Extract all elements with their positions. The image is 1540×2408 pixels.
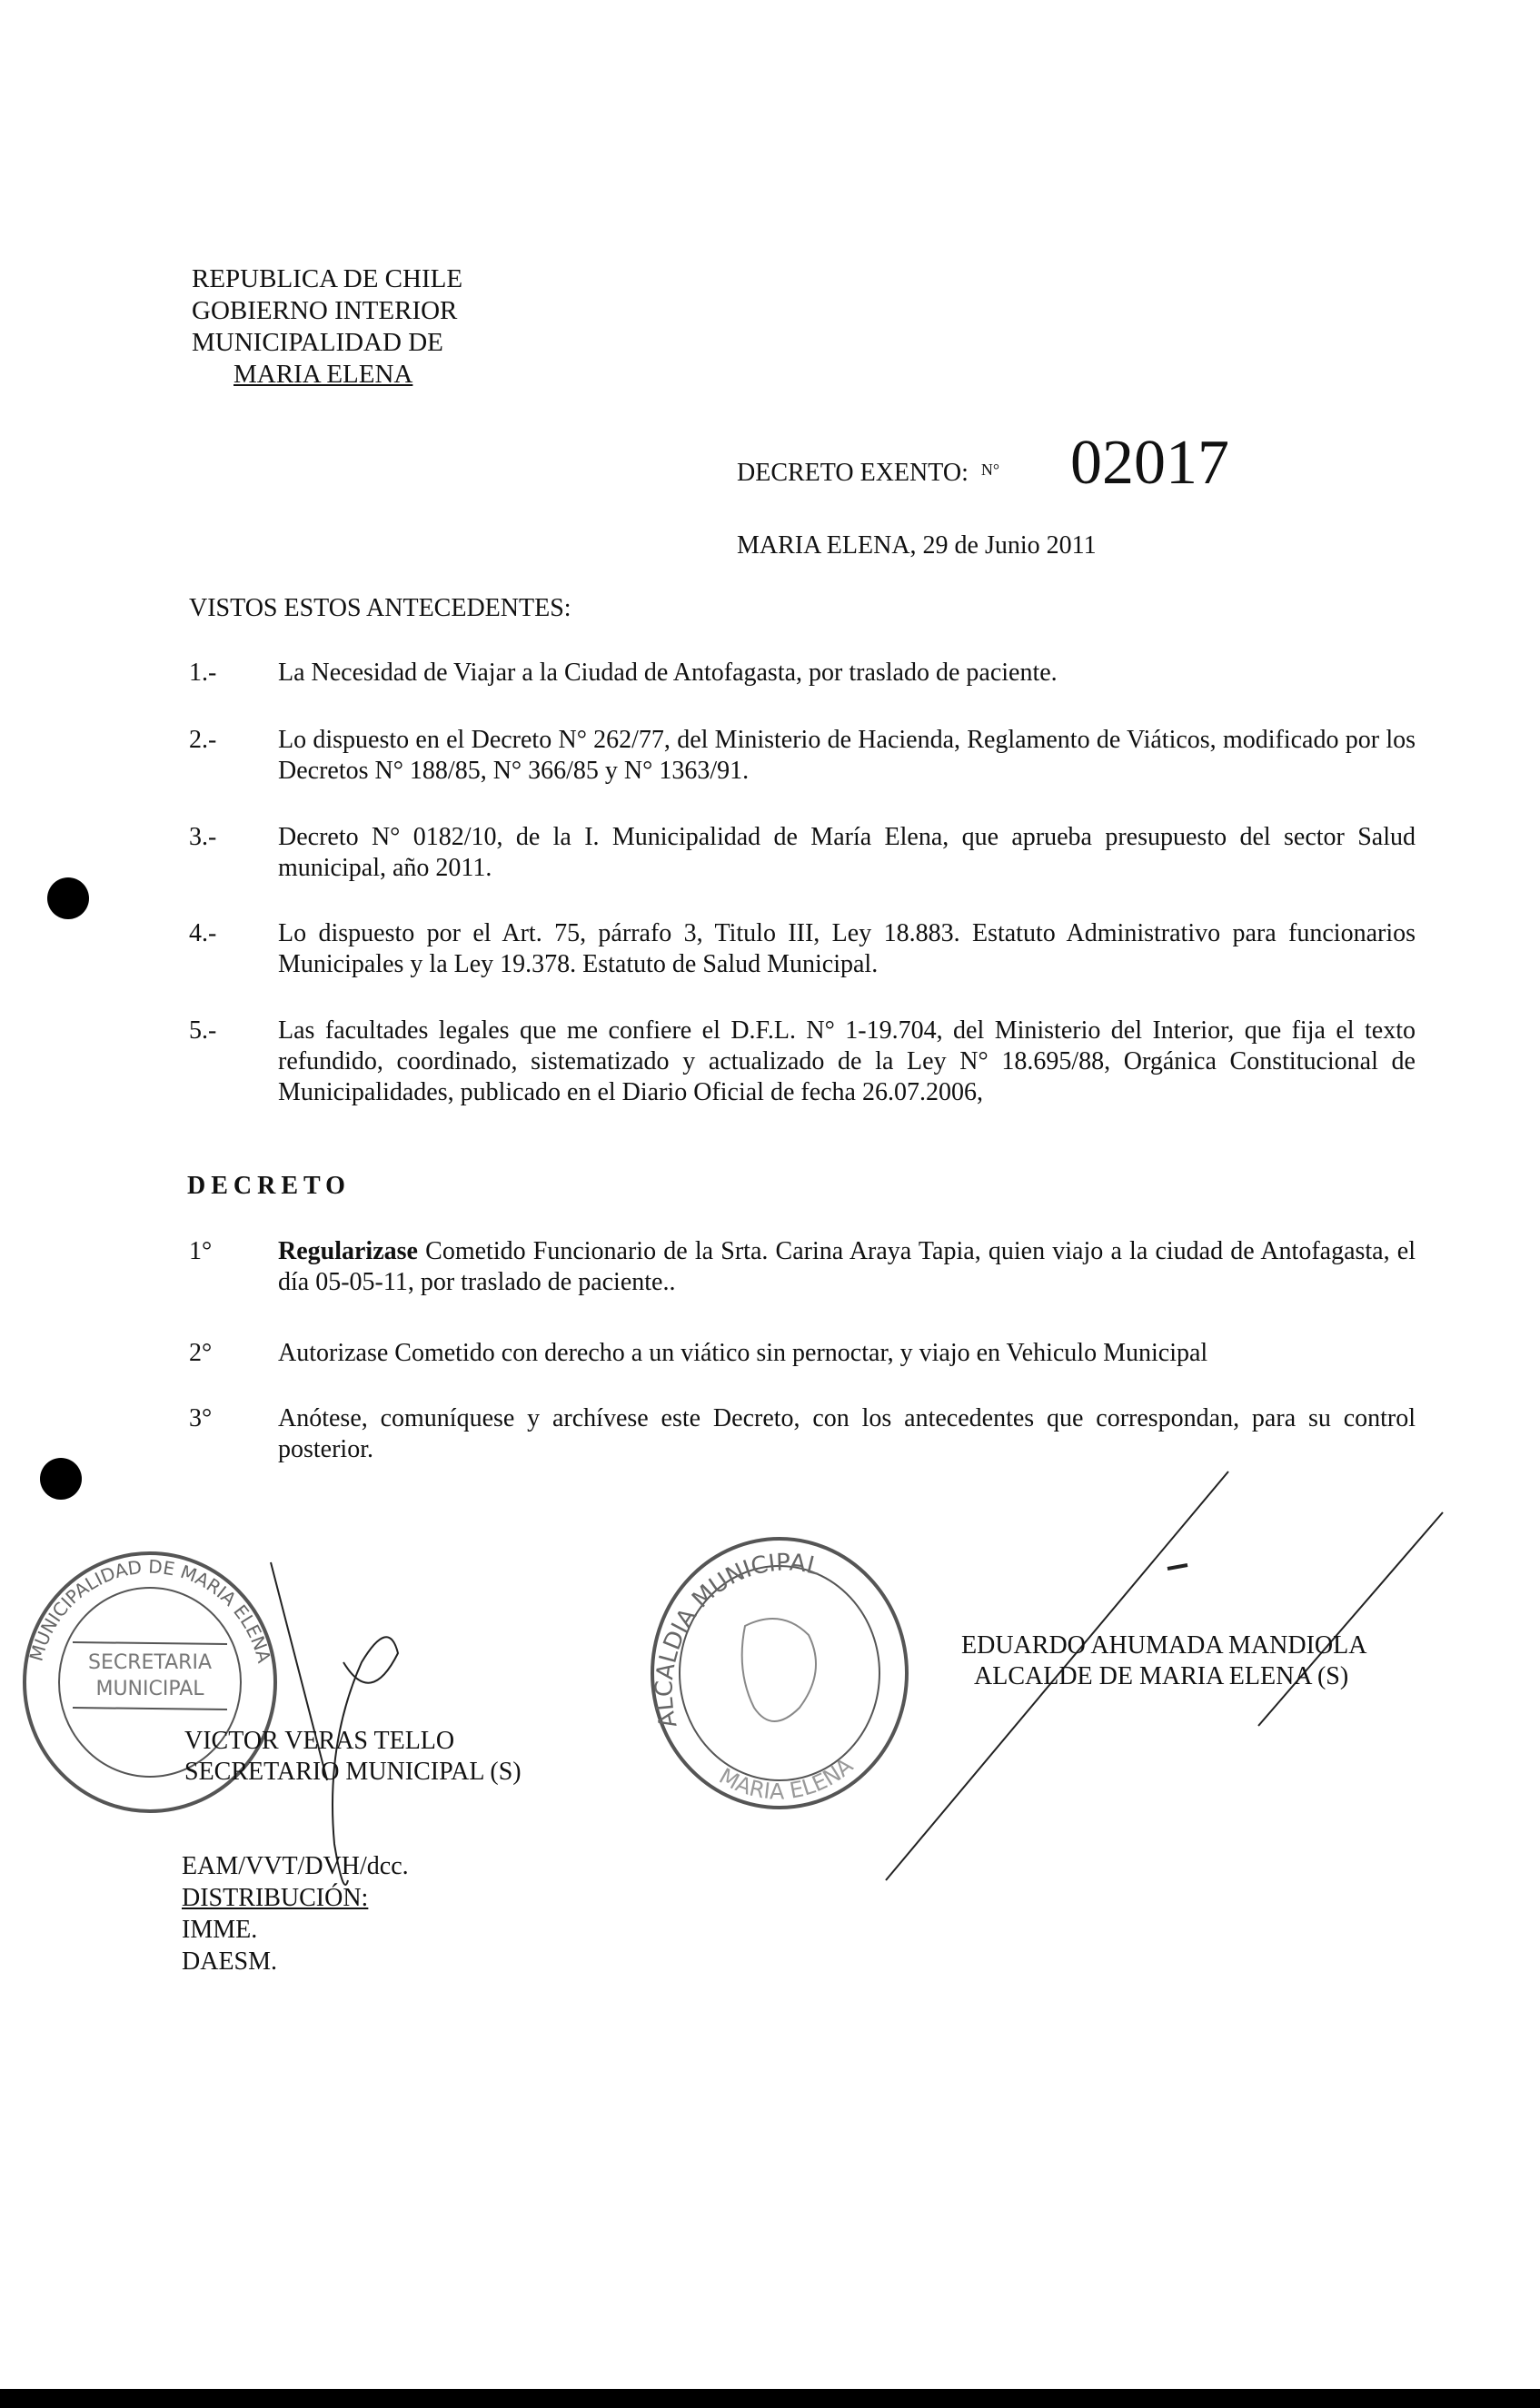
item-number: 5.- (189, 1016, 217, 1045)
recipient: DAESM. (182, 1947, 278, 1976)
svg-text:ALCALDIA MUNICIPAL (651, 1549, 824, 1730)
stamp-ring-text: MARIA ELENA (714, 1752, 859, 1805)
secretary-signature-block (184, 1726, 522, 1788)
vistos-title: VISTOS ESTOS ANTECEDENTES: (189, 594, 571, 622)
item-number: 1.- (189, 659, 217, 687)
item-text: La Necesidad de Viajar a la Ciudad de Antofagasta, por traslado de paciente. (278, 659, 1058, 687)
scan-edge (0, 2389, 1540, 2408)
decree-number: 02017 (1070, 428, 1229, 498)
recipient: IMME. (182, 1916, 258, 1944)
item-number: 4.- (189, 919, 217, 947)
footer (182, 1850, 409, 1977)
item-text: Anótese, comuníquese y archívese este Decreto, con los antecedentes que correspondan, para su control posterior. (278, 1404, 1416, 1463)
header-line: MUNICIPALIDAD DE (192, 328, 443, 357)
mayor-title: ALCALDE DE MARIA ELENA (S) (974, 1662, 1349, 1690)
item-number: 1° (189, 1237, 213, 1265)
item-number: 2° (189, 1339, 213, 1367)
item-text: Cometido Funcionario de la Srta. Carina Araya Tapia, quien viajo a la ciudad de Antofagasta, el día 05-05-11, por traslado de paciente.. (278, 1237, 1416, 1296)
secretary-name: VICTOR VERAS TELLO (184, 1727, 455, 1755)
svg-text:MUNICIPALIDAD DE MARIA ELENA (25, 1556, 275, 1666)
item-bold: Regularizase (278, 1237, 418, 1265)
initials: EAM/VVT/DVH/dcc. (182, 1852, 409, 1880)
stamp-ring-text: ALCALDIA MUNICIPAL (651, 1549, 823, 1731)
place-date: MARIA ELENA, 29 de Junio 2011 (737, 531, 1097, 560)
item-number: 3° (189, 1404, 213, 1432)
item-number: 2.- (189, 726, 217, 754)
stamp-center-text: SECRETARIA (87, 1651, 213, 1674)
secretary-title: SECRETARIO MUNICIPAL (S) (184, 1758, 522, 1786)
header-line: REPUBLICA DE CHILE (192, 264, 463, 293)
header-line: GOBIERNO INTERIOR (192, 296, 458, 325)
item-text: Autorizase Cometido con derecho a un viático sin pernoctar, y viajo en Vehiculo Municipal (278, 1339, 1208, 1367)
item-text: Lo dispuesto por el Art. 75, párrafo 3, Titulo III, Ley 18.883. Estatuto Administrativo para funcionarios Municipales y la Ley 19.378. Estatuto de Salud Municipal. (278, 919, 1416, 978)
svg-text:MARIA ELENA (715, 1752, 859, 1804)
mayor-stamp (652, 1539, 907, 1808)
number-sign: N° (980, 461, 1000, 479)
mayor-name: EDUARDO AHUMADA MANDIOLA (961, 1631, 1367, 1660)
header-municipality: MARIA ELENA (233, 360, 413, 389)
item-text: Lo dispuesto en el Decreto N° 262/77, del Ministerio de Hacienda, Reglamento de Viáticos, modificado por los Decretos N° 188/85, N° 366/85 y N° 1363/91. (278, 726, 1416, 785)
mayor-signature-block (961, 1630, 1366, 1692)
stamp-ring-text: MUNICIPALIDAD DE MARIA ELENA (25, 1555, 275, 1666)
item-number: 3.- (189, 823, 217, 851)
stamp-center-text: MUNICIPAL (95, 1678, 204, 1700)
item-text: Decreto N° 0182/10, de la I. Municipalidad de María Elena, que aprueba presupuesto del sector Salud municipal, año 2011. (278, 823, 1416, 882)
distribution-label: DISTRIBUCIÓN: (182, 1884, 369, 1912)
item-text: Las facultades legales que me confiere el D.F.L. N° 1-19.704, del Ministerio del Interior, que fija el texto refundido, coordinado, sistematizado y actualizado de la Ley N° 18.695/88, Orgánica Constitucional de Municipalidades, publicado en el Diario Oficial de fecha 26.07.2006, (278, 1016, 1416, 1106)
decree-label-text: DECRETO EXENTO: (737, 459, 969, 487)
decreto-title: DECRETO (187, 1172, 351, 1200)
